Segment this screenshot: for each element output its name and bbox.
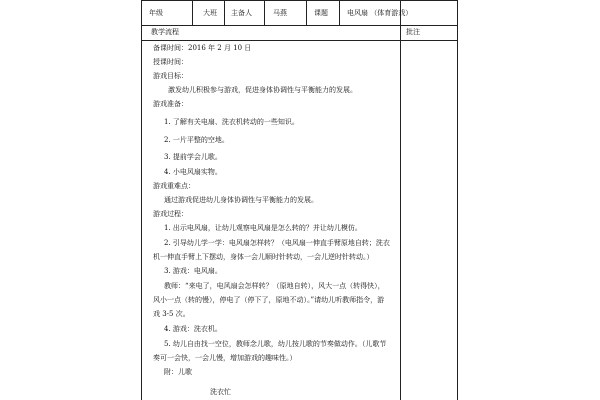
focus-title: 游戏重难点： [153,182,195,190]
grade-label: 年级 [149,9,163,17]
process-step: 2. 引导幼儿学一学：电风扇怎样转？（电风扇一伸直手臂原地自转；洗衣 [164,239,390,247]
process-step: 3. 游戏：电风扇。 [164,267,222,275]
goal-text: 激发幼儿积极参与游戏，促进身体协调性与平衡能力的发展。 [168,86,357,94]
process-step-continued: 机一伸直手臂上下摆动，身体一会儿顺时针转动，一会儿逆时针转动。） [153,253,374,261]
focus-text: 通过游戏促进幼儿身体协调性与平衡能力的发展。 [164,196,318,204]
prep-item: 1. 了解有关电扇、洗衣机转动的一些知识。 [164,118,299,126]
process-step: 5. 幼儿自由找一空位，教师念儿歌，幼儿按儿歌的节奏做动作。（儿歌节 [164,340,387,348]
process-step-detail: 风小一点（转的慢），停电了（停下了，原地不动）。”请幼儿听教师指令，游 [153,296,385,304]
prep-item: 3. 提前学会儿歌。 [164,153,222,161]
header-row-divider [141,25,457,26]
prep-item: 4. 小电风扇实物。 [164,168,222,176]
process-title: 游戏过程： [153,210,188,218]
process-step-continued: 奏可一会快，一会儿慢，增加游戏的趣味性。） [153,354,297,362]
preparer-value: 马燕 [273,9,287,17]
prep-item: 2. 一片平整的空地。 [164,136,229,144]
goal-title: 游戏目标： [153,72,188,80]
class-time-line: 授课时间： [153,58,188,66]
header-col-divider [306,0,307,25]
process-step: 1. 出示电风扇，让幼儿观察电风扇是怎么转的？并让幼儿模仿。 [164,224,362,232]
header-col-divider [339,0,340,25]
header-col-divider [224,0,225,25]
process-step: 4. 游戏：洗衣机。 [164,325,222,333]
notes-column-divider [400,0,401,400]
table-top-border [141,0,457,1]
notes-heading: 批注 [406,28,420,36]
prep-title: 游戏准备： [153,100,188,108]
header-col-divider [264,0,265,25]
process-step-detail: 戏 3-5 次。 [153,310,190,318]
grade-value: 大班 [203,9,217,17]
flow-heading: 教学流程 [151,28,179,36]
appendix-line: 附：儿歌 [164,368,192,376]
preparer-label: 主备人 [231,9,252,17]
topic-label: 课题 [314,9,328,17]
topic-value: 电风扇 （体育游戏） [347,9,413,17]
process-step-detail: 教师：“来电了，电风扇会怎样转？（原地自转），风大一点（转得快）， [164,282,385,290]
header-col-divider [192,0,193,25]
prep-time-line: 备课时间：2016 年 2 月 10 日 [153,44,252,52]
heading-row-divider [141,40,457,41]
song-title: 洗衣忙 [210,388,231,396]
